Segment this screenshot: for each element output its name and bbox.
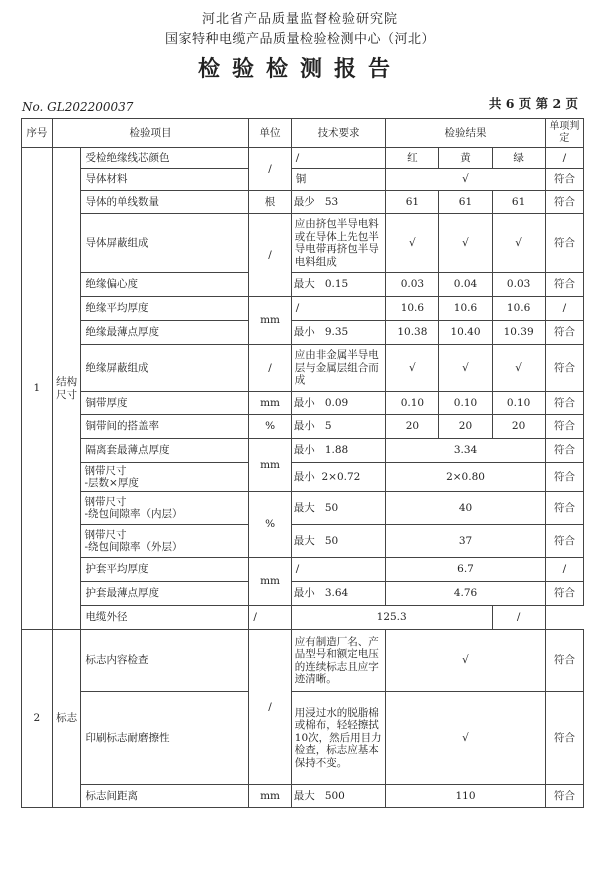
table-row: [22, 273, 584, 297]
verdict-cell: 符合: [545, 392, 583, 415]
table-row: [22, 606, 584, 630]
requirement-cell: [291, 191, 386, 214]
section-2-index: 2: [22, 630, 53, 808]
result-cell: 20: [439, 415, 492, 439]
verdict-cell: 符合: [545, 191, 583, 214]
item-name: 护套平均厚度: [81, 558, 249, 582]
unit-cell: %: [249, 492, 291, 558]
inspection-table: [21, 118, 584, 808]
result-cell: 4.76: [386, 582, 545, 606]
result-cell: √: [439, 214, 492, 273]
req-key: 最小: [293, 326, 315, 338]
req-value: 500: [324, 789, 345, 802]
verdict-cell: 符合: [545, 439, 583, 463]
requirement-cell: [291, 582, 386, 606]
item-line: 钢带尺寸: [84, 528, 127, 541]
col-header-requirement: 技术要求: [291, 119, 386, 148]
result-cell: 0.10: [492, 392, 545, 415]
result-cell: √: [386, 169, 545, 191]
table-row: [22, 785, 584, 808]
unit-cell: 根: [249, 191, 291, 214]
verdict-cell: 符合: [545, 169, 583, 191]
requirement-cell: [291, 785, 386, 808]
result-cell: 125.3: [291, 606, 492, 630]
requirement-cell: 应有制造厂名、产品型号和额定电压的连续标志且应字迹清晰。: [291, 630, 386, 692]
col-header-unit: 单位: [249, 119, 291, 148]
verdict-cell: /: [545, 148, 583, 169]
table-row: [22, 492, 584, 525]
table-row: [22, 191, 584, 214]
req-value: 50: [324, 534, 339, 547]
result-cell: 绿: [492, 148, 545, 169]
result-cell: 10.6: [439, 297, 492, 321]
result-cell: 0.03: [492, 273, 545, 297]
institute-name: 河北省产品质量监督检验研究院: [201, 12, 398, 27]
unit-cell: /: [249, 345, 291, 392]
requirement-cell: [291, 415, 386, 439]
table-row: [22, 630, 584, 692]
item-name: 隔离套最薄点厚度: [81, 439, 249, 463]
result-cell: 10.39: [492, 321, 545, 345]
table-row: [22, 148, 584, 169]
req-value: 3.64: [324, 587, 349, 599]
verdict-cell: 符合: [545, 630, 583, 692]
req-value: 9.35: [324, 326, 349, 338]
req-key: 最小: [293, 470, 315, 483]
result-cell: 20: [492, 415, 545, 439]
verdict-cell: /: [545, 297, 583, 321]
req-key: 最小: [293, 444, 315, 456]
req-key: 最大: [293, 501, 315, 514]
result-cell: 0.03: [386, 273, 439, 297]
req-value: 0.15: [324, 278, 349, 290]
table-row: [22, 297, 584, 321]
table-row: [22, 392, 584, 415]
req-key: 最大: [293, 534, 315, 547]
table-header-row: [22, 119, 584, 148]
item-name: [81, 463, 249, 492]
item-name: 受检绝缘线芯颜色: [81, 148, 249, 169]
item-line: -绕包间隙率（外层）: [84, 541, 183, 553]
unit-cell: /: [249, 148, 291, 191]
req-key: 最小: [293, 396, 315, 409]
result-cell: √: [386, 630, 545, 692]
item-name: 铜带厚度: [81, 392, 249, 415]
table-row: [22, 439, 584, 463]
requirement-cell: [291, 525, 386, 558]
verdict-cell: 符合: [545, 492, 583, 525]
result-cell: 0.10: [386, 392, 439, 415]
item-line: -层数×厚度: [84, 477, 139, 489]
item-name: 标志间距离: [81, 785, 249, 808]
requirement-cell: /: [291, 558, 386, 582]
item-name: 印刷标志耐磨擦性: [81, 692, 249, 785]
req-value: 5: [324, 420, 332, 432]
result-cell: 10.38: [386, 321, 439, 345]
result-cell: 10.40: [439, 321, 492, 345]
req-key: 最小: [293, 587, 315, 599]
item-name: [81, 492, 249, 525]
item-line: -绕包间隙率（内层）: [84, 508, 183, 520]
verdict-cell: 符合: [545, 345, 583, 392]
requirement-cell: 应由挤包半导电料或在导体上先包半导电带再挤包半导电料组成: [291, 214, 386, 273]
item-name: 绝缘屏蔽组成: [81, 345, 249, 392]
result-cell: √: [492, 214, 545, 273]
verdict-cell: 符合: [545, 321, 583, 345]
req-key: 最大: [293, 789, 315, 802]
requirement-cell: [291, 273, 386, 297]
table-row: [22, 463, 584, 492]
item-name: 绝缘平均厚度: [81, 297, 249, 321]
req-value: 1.88: [324, 444, 349, 456]
result-cell: 0.04: [439, 273, 492, 297]
result-cell: 10.6: [386, 297, 439, 321]
verdict-cell: 符合: [545, 415, 583, 439]
result-cell: 黄: [439, 148, 492, 169]
req-key: 最小: [293, 420, 315, 432]
item-name: 标志内容检查: [81, 630, 249, 692]
item-name: 绝缘最薄点厚度: [81, 321, 249, 345]
item-name: 电缆外径: [81, 606, 249, 630]
table-row: [22, 582, 584, 606]
table-row: [22, 345, 584, 392]
table-row: [22, 692, 584, 785]
item-name: [81, 525, 249, 558]
unit-cell: mm: [249, 297, 291, 345]
table-row: [22, 214, 584, 273]
verdict-cell: 符合: [545, 582, 583, 606]
verdict-cell: 符合: [545, 785, 583, 808]
table-row: [22, 169, 584, 191]
result-cell: √: [386, 214, 439, 273]
requirement-cell: /: [249, 606, 291, 630]
unit-cell: /: [249, 630, 291, 785]
table-row: [22, 321, 584, 345]
report-title: 检验检测报告: [197, 56, 402, 82]
requirement-cell: 用浸过水的脱脂棉或棉布，轻轻擦拭10次，然后用目力检查，标志应基本保持不变。: [291, 692, 386, 785]
result-cell: 6.7: [386, 558, 545, 582]
item-line: 钢带尺寸: [84, 495, 127, 508]
result-cell: √: [386, 345, 439, 392]
verdict-cell: /: [545, 558, 583, 582]
col-header-item: 检验项目: [52, 119, 249, 148]
col-header-result: 检验结果: [386, 119, 545, 148]
requirement-cell: [291, 439, 386, 463]
page-info: 共 6 页 第 2 页: [488, 96, 578, 111]
verdict-cell: 符合: [545, 692, 583, 785]
verdict-cell: /: [492, 606, 545, 630]
requirement-cell: [291, 392, 386, 415]
requirement-cell: 铜: [291, 169, 386, 191]
req-key: 最少: [293, 195, 315, 208]
item-name: 护套最薄点厚度: [81, 582, 249, 606]
result-cell: 37: [386, 525, 545, 558]
verdict-cell: 符合: [545, 214, 583, 273]
unit-cell: mm: [249, 439, 291, 492]
item-name: 导体屏蔽组成: [81, 214, 249, 273]
requirement-cell: [291, 463, 386, 492]
verdict-cell: 符合: [545, 273, 583, 297]
result-cell: 61: [386, 191, 439, 214]
col-header-index: 序号: [22, 119, 53, 148]
unit-cell: mm: [249, 785, 291, 808]
verdict-cell: 符合: [545, 463, 583, 492]
result-cell: 20: [386, 415, 439, 439]
req-key: 最大: [293, 278, 315, 290]
result-cell: 40: [386, 492, 545, 525]
section-1-group: 结构尺寸: [52, 148, 81, 630]
item-name: 绝缘偏心度: [81, 273, 249, 297]
result-cell: 3.34: [386, 439, 545, 463]
requirement-cell: 应由非金属半导电层与金属层组合而成: [291, 345, 386, 392]
result-cell: √: [492, 345, 545, 392]
req-value: 2×0.72: [321, 470, 361, 483]
col-header-verdict: 单项判定: [545, 119, 583, 148]
req-value: 50: [324, 501, 339, 514]
verdict-cell: 符合: [545, 525, 583, 558]
result-cell: 110: [386, 785, 545, 808]
unit-cell: mm: [249, 392, 291, 415]
result-cell: 0.10: [439, 392, 492, 415]
result-cell: √: [439, 345, 492, 392]
result-cell: √: [386, 692, 545, 785]
item-name: 铜带间的搭盖率: [81, 415, 249, 439]
unit-cell: mm: [249, 558, 291, 606]
item-name: 导体材料: [81, 169, 249, 191]
table-row: [22, 558, 584, 582]
center-name: 国家特种电缆产品质量检验检测中心（河北）: [164, 32, 435, 47]
item-line: 钢带尺寸: [84, 464, 127, 477]
result-cell: 61: [439, 191, 492, 214]
req-value: 0.09: [324, 396, 349, 409]
requirement-cell: /: [291, 297, 386, 321]
unit-cell: /: [249, 214, 291, 297]
item-name: 导体的单线数量: [81, 191, 249, 214]
result-cell: 61: [492, 191, 545, 214]
report-number: No. GL202200037: [22, 100, 134, 114]
requirement-cell: /: [291, 148, 386, 169]
result-cell: 红: [386, 148, 439, 169]
unit-cell: %: [249, 415, 291, 439]
section-1-index: 1: [22, 148, 53, 630]
requirement-cell: [291, 321, 386, 345]
req-value: 53: [324, 195, 339, 208]
result-cell: 10.6: [492, 297, 545, 321]
requirement-cell: [291, 492, 386, 525]
table-row: [22, 525, 584, 558]
table-row: [22, 415, 584, 439]
result-cell: 2×0.80: [386, 463, 545, 492]
section-2-group: 标志: [52, 630, 81, 808]
